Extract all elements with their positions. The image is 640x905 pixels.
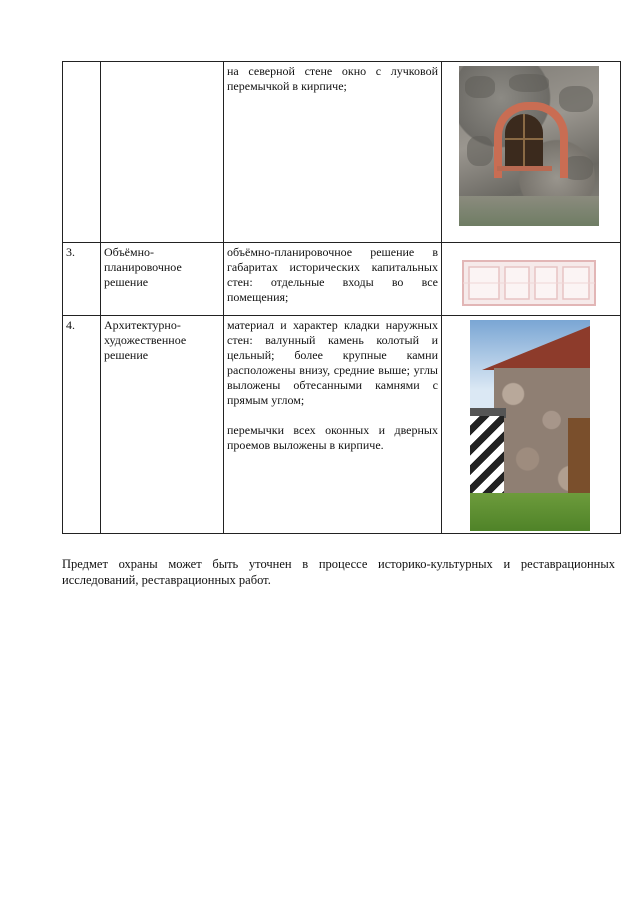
description-paragraph: объёмно-планировочное решение в габаритах исторических капитальных стен: отдельные входы во все помещения;: [227, 245, 438, 304]
table-row: [63, 316, 621, 534]
window-in-stone-wall-photo: [459, 66, 599, 226]
stone-building-photo: [470, 320, 590, 531]
row-number: 3.: [63, 243, 101, 316]
description-paragraph: материал и характер кладки наружных стен: валунный камень колотый и цельный; более крупные камни расположены внизу, средние выше; углы выложены обтесанными камнями с прямым углом;: [227, 318, 438, 407]
row-number: [63, 62, 101, 243]
row-photo-cell: [442, 316, 621, 534]
floor-plan-drawing: [461, 257, 597, 309]
protection-table: [62, 61, 621, 534]
table-row: [63, 62, 621, 243]
row-name: Архитектурно-художественное решение: [101, 316, 224, 534]
row-photo-cell: [442, 243, 621, 316]
row-name: Объёмно-планировочное решение: [101, 243, 224, 316]
row-description: [224, 316, 442, 534]
footnote-paragraph: Предмет охраны может быть уточнен в процессе историко-культурных и реставрационных исследований, реставрационных работ.: [62, 557, 615, 587]
row-photo-cell: [442, 62, 621, 243]
table-row: [63, 243, 621, 316]
row-name: [101, 62, 224, 243]
description-paragraph: на северной стене окно с лучковой перемычкой в кирпиче;: [227, 64, 438, 93]
description-paragraph: перемычки всех оконных и дверных проемов выложены в кирпиче.: [227, 423, 438, 452]
row-number: 4.: [63, 316, 101, 534]
row-description: [224, 243, 442, 316]
row-description: [224, 62, 442, 243]
